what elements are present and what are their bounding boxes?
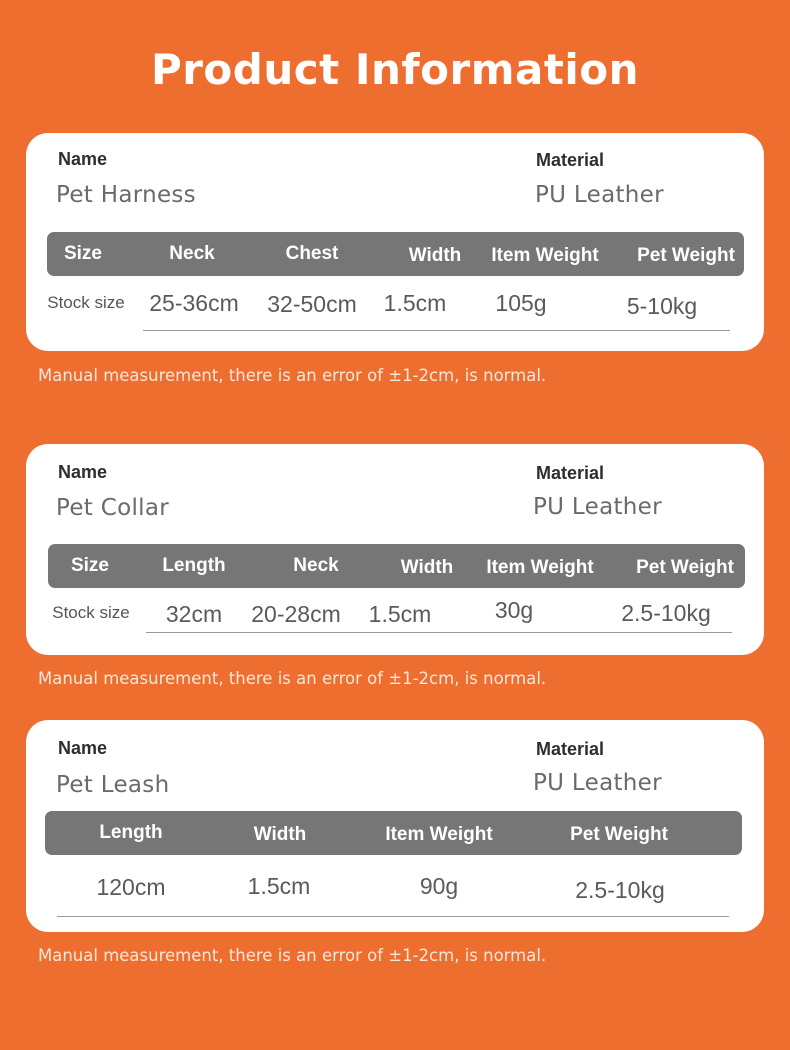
name-label: Name xyxy=(58,462,108,482)
page-title: Product Information xyxy=(150,45,640,94)
measurement-note: Manual measurement, there is an error of ±1-2cm, is normal. xyxy=(38,946,547,965)
cell-item-weight: 90g xyxy=(419,873,459,899)
header-neck: Neck xyxy=(293,555,339,576)
header-pet-weight: Pet Weight xyxy=(637,245,735,266)
product-name: Pet Harness xyxy=(56,182,196,208)
product-card-collar xyxy=(26,444,764,655)
cell-neck: 25-36cm xyxy=(149,290,239,316)
table-header xyxy=(48,544,745,588)
header-neck: Neck xyxy=(169,243,215,264)
product-card-harness xyxy=(26,133,764,351)
row-divider xyxy=(146,632,732,633)
material-value: PU Leather xyxy=(535,182,664,208)
product-name: Pet Collar xyxy=(56,495,169,521)
header-size: Size xyxy=(63,243,103,264)
header-pet-weight: Pet Weight xyxy=(636,557,734,578)
table-header xyxy=(45,811,742,855)
cell-pet-weight: 2.5-10kg xyxy=(575,877,665,903)
cell-width: 1.5cm xyxy=(383,290,447,316)
header-length: Length xyxy=(162,555,226,576)
cell-width: 1.5cm xyxy=(247,873,311,899)
material-label: Material xyxy=(536,463,605,483)
name-label: Name xyxy=(58,149,108,169)
material-value: PU Leather xyxy=(533,770,662,796)
cell-neck: 20-28cm xyxy=(251,601,341,627)
cell-pet-weight: 5-10kg xyxy=(626,293,698,319)
header-width: Width xyxy=(400,557,454,578)
cell-width: 1.5cm xyxy=(368,601,432,627)
material-label: Material xyxy=(536,150,605,170)
cell-length: 120cm xyxy=(96,874,166,900)
table-header xyxy=(47,232,744,276)
cell-chest: 32-50cm xyxy=(267,291,357,317)
header-chest: Chest xyxy=(285,243,339,264)
header-item-weight: Item Weight xyxy=(486,557,594,578)
header-width: Width xyxy=(408,245,462,266)
cell-item-weight: 30g xyxy=(494,597,534,623)
cell-item-weight: 105g xyxy=(495,290,547,316)
header-item-weight: Item Weight xyxy=(491,245,599,266)
product-name: Pet Leash xyxy=(56,772,170,798)
row-divider xyxy=(57,916,729,917)
cell-length: 32cm xyxy=(165,601,223,627)
cell-stock-size: Stock size xyxy=(52,603,130,622)
header-length: Length xyxy=(99,822,163,843)
cell-pet-weight: 2.5-10kg xyxy=(621,600,711,626)
header-item-weight: Item Weight xyxy=(385,824,493,845)
product-card-leash xyxy=(26,720,764,932)
measurement-note: Manual measurement, there is an error of ±1-2cm, is normal. xyxy=(38,669,547,688)
header-width: Width xyxy=(253,824,307,845)
header-pet-weight: Pet Weight xyxy=(570,824,668,845)
material-label: Material xyxy=(536,739,605,759)
name-label: Name xyxy=(58,738,108,758)
header-size: Size xyxy=(70,555,110,576)
cell-stock-size: Stock size xyxy=(47,293,125,312)
material-value: PU Leather xyxy=(533,494,662,520)
measurement-note: Manual measurement, there is an error of ±1-2cm, is normal. xyxy=(38,366,547,385)
row-divider xyxy=(143,330,730,331)
